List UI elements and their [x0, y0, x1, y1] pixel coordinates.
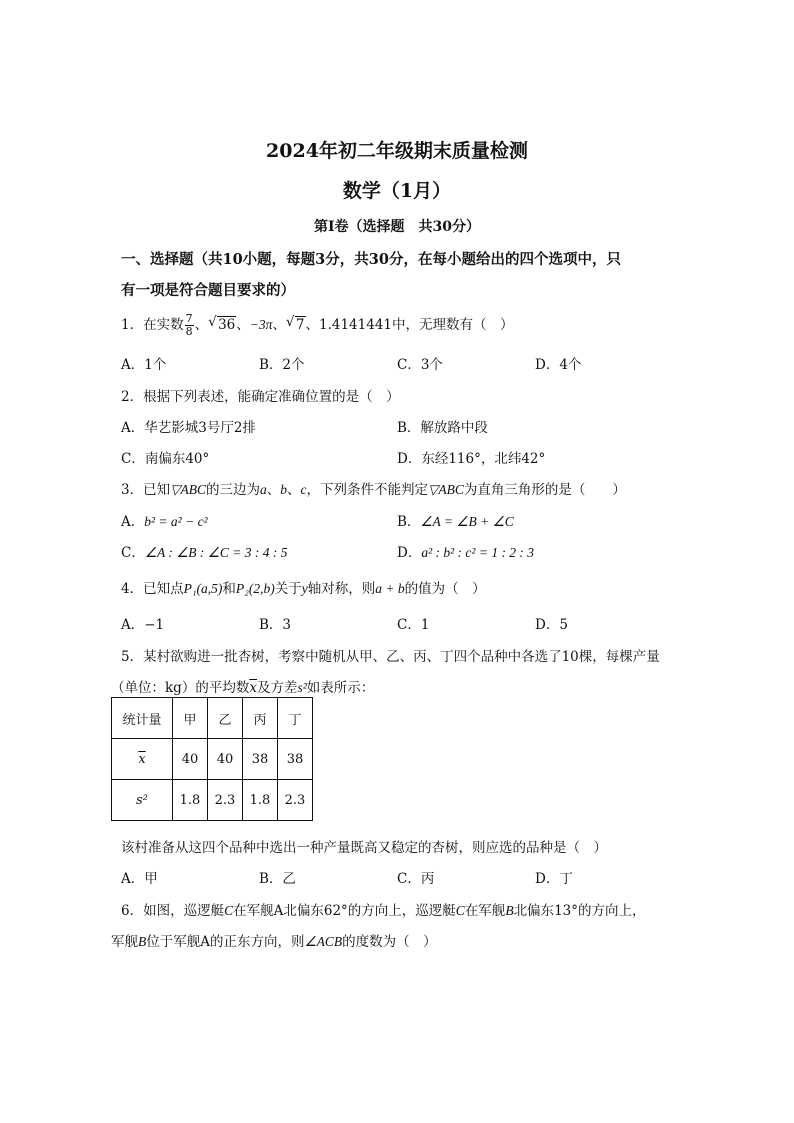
q6-text: 的方向上，巡逻艇 — [347, 903, 456, 919]
q1-decimal: 1.4141441 — [319, 317, 393, 333]
q3-var-b: b — [280, 482, 287, 497]
q1-sqrt-36: √ 36 — [217, 316, 236, 333]
q3-option-a[interactable] — [121, 510, 208, 530]
question-5-line2 — [111, 676, 374, 696]
q6-angle1: 62° — [323, 903, 348, 919]
table-cell: 2.3 — [208, 780, 243, 821]
q5-line1-suffix: 棵，每棵产量 — [578, 649, 660, 665]
table-cell: 1.8 — [243, 780, 278, 821]
q6-angle-expr: ∠ACB — [304, 934, 343, 949]
q1-frac-num: 7 — [185, 312, 193, 325]
q3-suffix: 为直角三角形的是（ ） — [463, 482, 626, 498]
q5-option-d[interactable]: D．丁 — [535, 871, 573, 887]
q4-option-b[interactable]: B．3 — [259, 617, 292, 633]
table-cell: 40 — [173, 739, 208, 780]
q5-option-a[interactable]: A．甲 — [121, 871, 158, 887]
q5-unit: kg — [165, 680, 182, 696]
q1-suffix: 中，无理数有（ ） — [392, 317, 514, 333]
q5-option-c[interactable]: C．丙 — [397, 871, 435, 887]
q6-angle2: 13° — [554, 903, 578, 919]
q3-opt-label: A． — [121, 514, 145, 530]
q4-and: 和 — [222, 581, 236, 597]
q3-option-d[interactable] — [397, 541, 534, 561]
q3-mid2: ，下列条件不能判定 — [306, 482, 428, 498]
q3-mid1: 的三边为 — [205, 482, 260, 498]
subject-title: 数学（1月） — [342, 180, 452, 202]
table-row — [112, 698, 313, 739]
q6-var-c: C — [224, 903, 234, 918]
table-cell: 1.8 — [173, 780, 208, 821]
q1-neg-pi: −3π — [249, 317, 273, 332]
q1-option-b[interactable]: B．2个 — [259, 357, 305, 373]
q5-line2-prefix: （单位： — [111, 680, 165, 696]
q3-opt-b-expr: ∠A = ∠B + ∠C — [420, 514, 514, 529]
q5-line2-suffix: 如表所示： — [306, 680, 375, 696]
q3-var-a: a — [259, 482, 267, 497]
q5-option-b[interactable]: B．乙 — [259, 871, 296, 887]
q1-prefix: 1．在实数 — [121, 317, 184, 333]
q1-fraction — [185, 313, 194, 338]
question-1-stem — [121, 313, 514, 338]
table-row — [112, 780, 313, 821]
q3-opt-label: D． — [397, 545, 422, 561]
q6-var-b: B — [138, 934, 147, 949]
q4-option-c[interactable]: C．1 — [397, 617, 430, 633]
q6-text: 在军舰A北偏东 — [233, 903, 324, 919]
q3-option-c[interactable] — [121, 541, 288, 561]
question-6-line1 — [121, 899, 646, 919]
q6-text: 的方向上， — [578, 903, 646, 919]
table-cell: 40 — [208, 739, 243, 780]
q1-frac-den: 8 — [185, 325, 193, 338]
page-title: 2024年初二年级期末质量检测 — [266, 140, 528, 162]
q4-axis: y — [301, 581, 308, 596]
question-3-stem: 3．已知▽ABC的三边为a、b、c，下列条件不能判定▽ABC为直角三角形的是（ ） — [121, 482, 626, 498]
q3-triangle: ▽ABC — [170, 482, 206, 497]
q2-option-c[interactable]: C．南偏东40° — [121, 451, 210, 467]
q3-var-c: c — [300, 482, 307, 497]
q1-option-c[interactable]: C．3个 — [397, 357, 443, 373]
q4-point-p2: P₂(2,b) — [235, 581, 275, 596]
q3-opt-label: B． — [397, 514, 421, 530]
q1-sep: 、 — [272, 317, 286, 333]
q5-line1-prefix: 5．某村欲购进一批杏树，考察中随机从甲、乙、丙、丁四个品种中各选了 — [121, 649, 562, 665]
section-heading-line2: 有一项是符合题目要求的） — [121, 282, 295, 299]
part-title: 第Ⅰ卷（选择题 共30分） — [313, 219, 481, 235]
q6-var-b: B — [505, 903, 514, 918]
q3-opt-d-expr: a² : b² : c² = 1 : 2 : 3 — [421, 545, 535, 560]
q2-option-d[interactable]: D．东经116°，北纬42° — [397, 451, 546, 467]
q6-text: 北偏东 — [513, 903, 555, 919]
question-5-after: 该村准备从这四个品种中选出一种产量既高又稳定的杏树，则应选的品种是（ ） — [121, 840, 607, 856]
q1-option-a[interactable]: A．1个 — [121, 357, 167, 373]
table-row — [112, 739, 313, 780]
question-6-line2 — [111, 930, 437, 950]
q2-option-b[interactable]: B．解放路中段 — [397, 420, 488, 436]
q3-opt-c-expr: ∠A : ∠B : ∠C = 3 : 4 : 5 — [144, 545, 288, 560]
q3-opt-label: C． — [121, 545, 145, 561]
q4-point-p1: P₁(a,5) — [183, 581, 223, 596]
question-2-stem: 2．根据下列表述，能确定准确位置的是（ ） — [121, 389, 400, 405]
q6-text: 的度数为（ ） — [342, 934, 437, 950]
q2-option-a[interactable]: A．华艺影城3号厅2排 — [121, 420, 256, 436]
table-cell: 38 — [278, 739, 313, 780]
q1-sqrt-7: √ 7 — [295, 316, 306, 333]
q5-mean-symbol: $\overline{x}$ — [249, 680, 257, 696]
q1-sep: 、 — [236, 317, 250, 333]
q1-option-d[interactable]: D．4个 — [535, 357, 582, 373]
q6-text: 位于军舰A的正东方向，则 — [146, 934, 305, 950]
q6-var-c: C — [455, 903, 465, 918]
q5-line2-mid2: 及方差 — [256, 680, 298, 696]
q5-count: 10 — [561, 649, 579, 665]
q4-expr: a + b — [375, 581, 405, 596]
statistics-table — [111, 697, 313, 821]
question-4-stem — [121, 577, 486, 597]
table-row-label-mean: $\overline{x}$ — [112, 739, 173, 780]
table-header-cell: 乙 — [208, 698, 243, 739]
q5-variance-symbol: s² — [297, 680, 307, 695]
q6-text: 6．如图，巡逻艇 — [121, 903, 225, 919]
q3-prefix: 3．已知 — [121, 482, 171, 498]
q4-option-a[interactable]: A．−1 — [121, 617, 165, 633]
q4-option-d[interactable]: D．5 — [535, 617, 568, 633]
q4-mid2: 轴对称，则 — [307, 581, 376, 597]
table-cell: 38 — [243, 739, 278, 780]
q4-mid: 关于 — [274, 581, 302, 597]
q4-suffix: 的值为（ ） — [404, 581, 486, 597]
table-header-cell: 统计量 — [112, 698, 173, 739]
q5-line2-mid: ）的平均数 — [181, 680, 250, 696]
table-header-cell: 甲 — [173, 698, 208, 739]
q6-text: 在军舰 — [464, 903, 506, 919]
table-header-cell: 丙 — [243, 698, 278, 739]
q6-text: 军舰 — [111, 934, 138, 950]
q4-prefix: 4．已知点 — [121, 581, 184, 597]
table-header-cell: 丁 — [278, 698, 313, 739]
q3-triangle: ▽ABC — [427, 482, 464, 497]
q3-opt-a-expr: b² = a² − c² — [144, 514, 208, 529]
question-5-line1 — [121, 645, 660, 665]
q1-sep: 、 — [305, 317, 319, 333]
section-heading-line1: 一、选择题（共10小题，每题3分，共30分，在每小题给出的四个选项中，只 — [121, 251, 621, 268]
table-row-label-variance: s² — [112, 780, 173, 821]
q1-sep: 、 — [194, 317, 209, 333]
table-cell: 2.3 — [278, 780, 313, 821]
q3-option-b[interactable] — [397, 510, 514, 530]
